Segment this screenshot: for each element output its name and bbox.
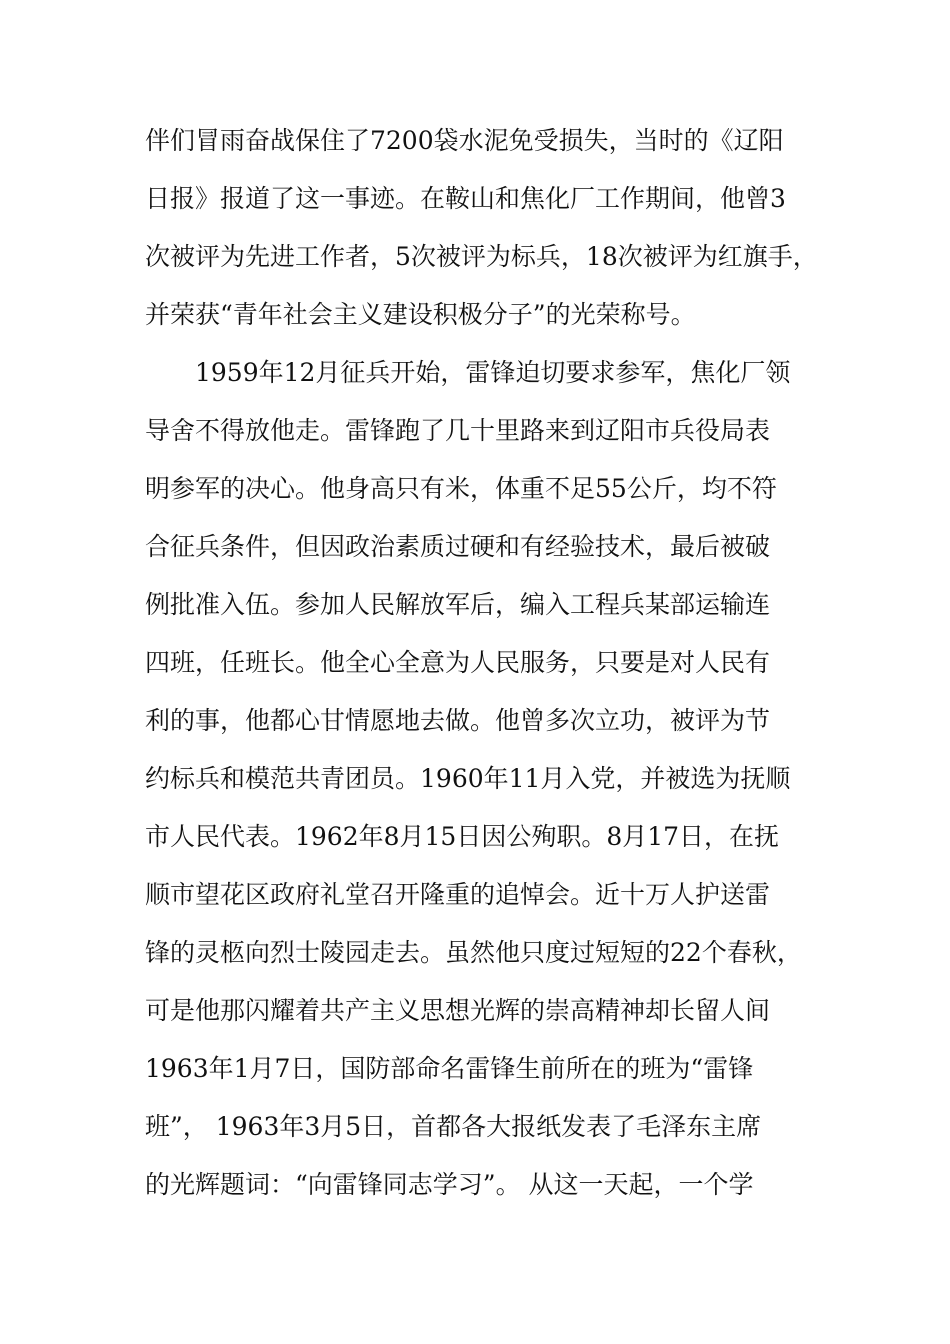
text-line-9: 例批准入伍。参加人民解放军后，编入工程兵某部运输连 [145, 590, 771, 619]
text-line-1: 伴们冒雨奋战保住了7200袋水泥免受损失，当时的《辽阳 [145, 126, 784, 155]
text-line-10: 四班，任班长。他全心全意为人民服务，只要是对人民有 [145, 648, 771, 677]
text-line-16: 可是他那闪耀着共产主义思想光辉的崇高精神却长留人间 [145, 996, 771, 1025]
text-line-19: 的光辉题词：“向雷锋同志学习”。 从这一天起，一个学 [145, 1170, 754, 1199]
text-line-7: 明参军的决心。他身高只有米，体重不足55公斤，均不符 [145, 474, 777, 503]
text-line-13: 市人民代表。1962年8月15日因公殉职。8月17日，在抚 [145, 822, 780, 851]
text-line-4: 并荣获“青年社会主义建设积极分子”的光荣称号。 [145, 300, 696, 329]
text-line-17: 1963年1月7日，国防部命名雷锋生前所在的班为“雷锋 [145, 1054, 754, 1083]
text-line-8: 合征兵条件，但因政治素质过硬和有经验技术，最后被破 [145, 532, 771, 561]
text-line-15: 锋的灵柩向烈士陵园走去。虽然他只度过短短的22个春秋， [145, 938, 802, 967]
text-line-12: 约标兵和模范共青团员。1960年11月入党，并被选为抚顺 [145, 764, 791, 793]
text-line-14: 顺市望花区政府礼堂召开隆重的追悼会。近十万人护送雷 [145, 880, 771, 909]
text-line-2: 日报》报道了这一事迹。在鞍山和焦化厂工作期间，他曾3 [145, 184, 786, 213]
text-line-11: 利的事，他都心甘情愿地去做。他曾多次立功，被评为节 [145, 706, 771, 735]
paragraph-start-line: 1959年12月征兵开始，雷锋迫切要求参军，焦化厂领 [195, 358, 791, 387]
text-line-3: 次被评为先进工作者，5次被评为标兵，18次被评为红旗手， [145, 242, 818, 271]
text-line-18: 班”， 1963年3月5日，首都各大报纸发表了毛泽东主席 [145, 1112, 762, 1141]
text-line-6: 导舍不得放他走。雷锋跑了几十里路来到辽阳市兵役局表 [145, 416, 771, 445]
